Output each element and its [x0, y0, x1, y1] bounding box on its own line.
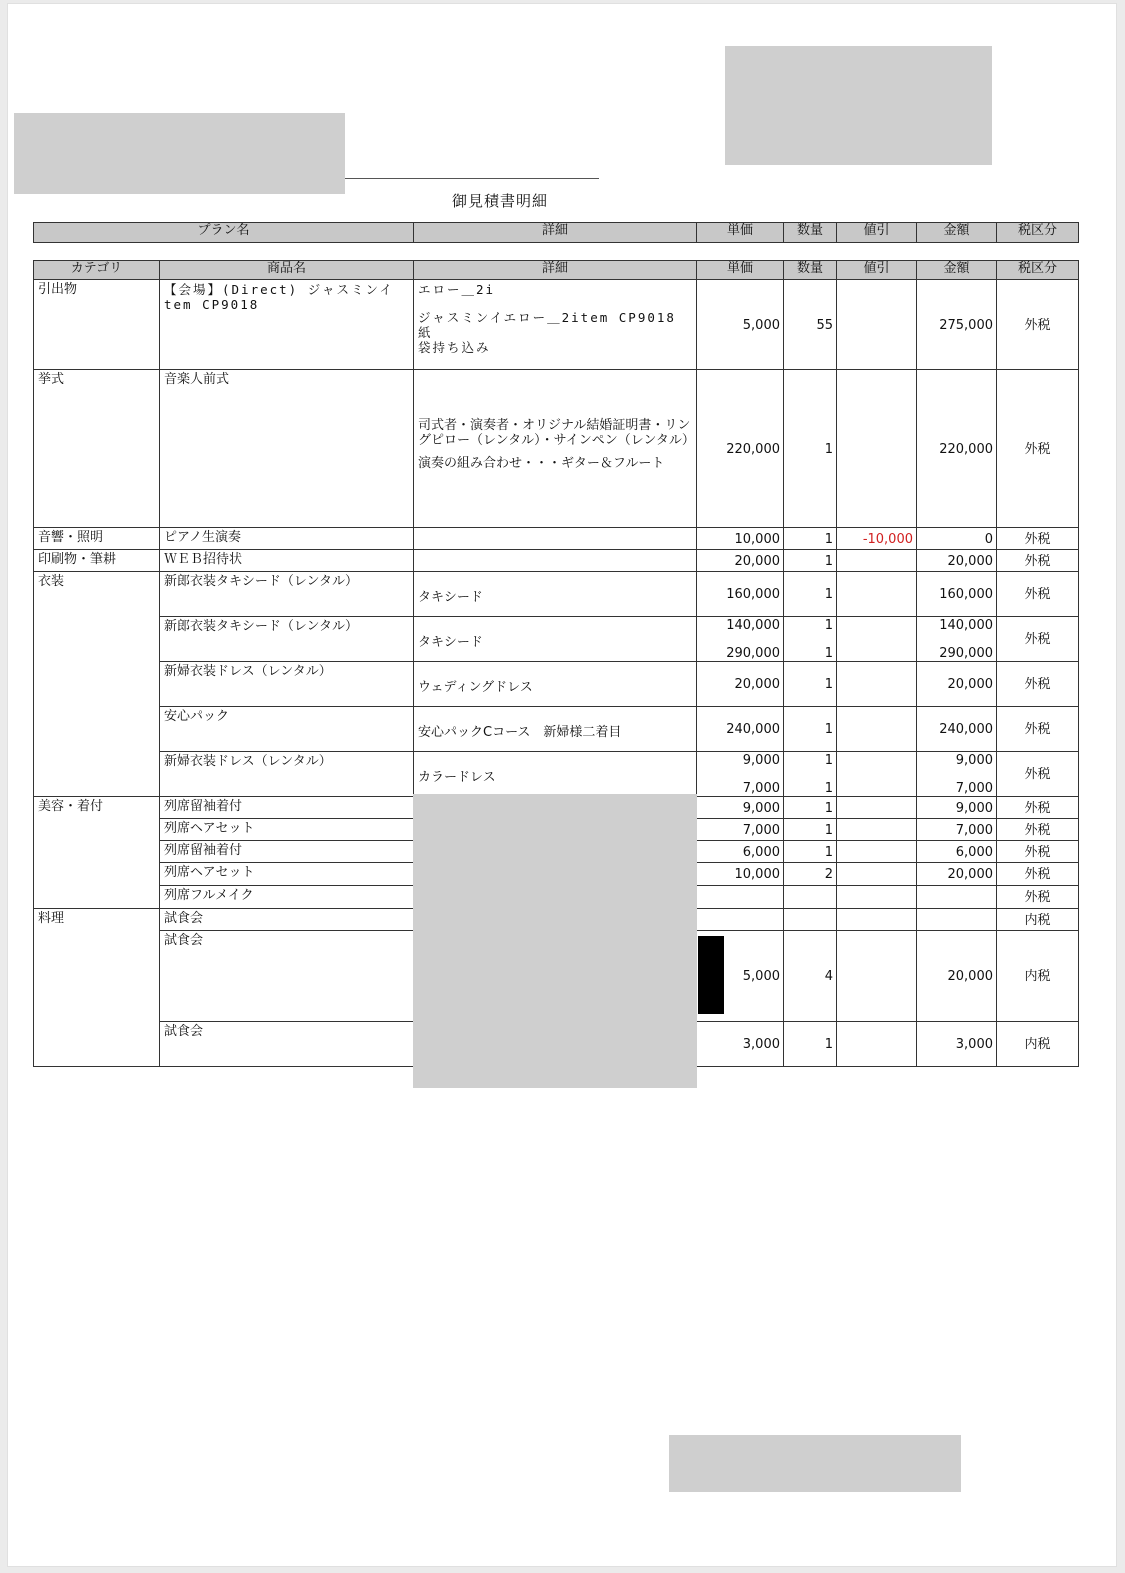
table-cell-amount — [916, 840, 997, 863]
quantity-text: 4 — [824, 969, 833, 984]
quantity-text: 1 — [824, 722, 833, 737]
quantity-text: 1 — [824, 553, 833, 569]
tax-type-text: 外税 — [1024, 441, 1051, 457]
amount-text: 0 — [984, 531, 993, 547]
table-cell-unit-price — [696, 706, 784, 752]
table-cell-tax-type — [996, 279, 1079, 370]
detail-text-top: エロー＿2i — [418, 282, 496, 297]
table-cell-tax-type — [996, 369, 1079, 528]
item-header-category: カテゴリ — [33, 260, 160, 280]
quantity-text: 1 — [824, 822, 833, 838]
amount-text: 20,000 — [947, 677, 993, 692]
table-cell-unit-price — [696, 616, 784, 662]
table-cell-unit-price — [696, 571, 784, 617]
table-cell-amount — [916, 616, 997, 662]
table-cell-category: 美容・着付 — [33, 796, 160, 909]
product-name-text: 試食会 — [164, 911, 204, 926]
table-cell-discount — [836, 369, 917, 528]
table-cell-amount — [916, 1021, 997, 1067]
table-cell-product-name — [159, 661, 414, 707]
table-cell-detail — [413, 616, 697, 662]
table-cell-category: 料理 — [33, 908, 160, 1067]
table-cell-unit-price — [696, 885, 784, 909]
table-cell-quantity — [783, 661, 837, 707]
unit-price-text: 10,000 — [734, 867, 780, 882]
quantity-text: 1 — [824, 441, 833, 457]
table-cell-category: 音響・照明 — [33, 527, 160, 550]
table-cell-quantity — [783, 840, 837, 863]
amount-text: 20,000 — [947, 867, 993, 882]
product-name-text: 【会場】(Direct) ジャスミンイ tem CP9018 — [164, 282, 394, 312]
table-cell-discount — [836, 885, 917, 909]
table-cell-quantity — [783, 751, 837, 797]
table-cell-product-name — [159, 616, 414, 662]
table-cell-quantity — [783, 1021, 837, 1067]
table-cell-tax-type — [996, 840, 1079, 863]
table-cell-tax-type — [996, 1021, 1079, 1067]
tax-type-text: 内税 — [1024, 1037, 1051, 1052]
plan-header-unit-price: 単価 — [696, 222, 784, 243]
plan-header-amount: 金額 — [916, 222, 997, 243]
redacted-block-black — [698, 936, 724, 1014]
unit-price-text-second: 7,000 — [742, 781, 780, 796]
tax-type-text: 外税 — [1024, 553, 1051, 569]
redacted-block-details — [413, 794, 697, 1088]
unit-price-text: 9,000 — [742, 800, 780, 816]
table-cell-tax-type — [996, 751, 1079, 797]
quantity-text-second: 1 — [824, 781, 833, 796]
table-cell-discount — [836, 616, 917, 662]
unit-price-text: 5,000 — [742, 969, 780, 984]
table-cell-amount — [916, 751, 997, 797]
table-cell-unit-price — [696, 908, 784, 931]
detail-text: 司式者・演奏者・オリジナル結婚証明書・リン グピロー（レンタル）・サインペン（レンタル） 演奏の組み合わせ・・・ギター＆フルート — [418, 417, 695, 471]
product-name-text: ＷＥＢ招待状 — [164, 552, 243, 567]
table-cell-discount — [836, 796, 917, 819]
table-cell-unit-price — [696, 549, 784, 572]
table-cell-category: 挙式 — [33, 369, 160, 528]
amount-text: 160,000 — [939, 587, 993, 602]
table-cell-tax-type — [996, 571, 1079, 617]
quantity-text: 1 — [824, 587, 833, 602]
product-name-text: 新婦衣装ドレス（レンタル） — [164, 664, 332, 679]
table-cell-discount — [836, 751, 917, 797]
detail-text: タキシード — [418, 590, 483, 605]
table-cell-product-name — [159, 796, 414, 819]
table-cell-product-name — [159, 527, 414, 550]
tax-type-text: 外税 — [1024, 822, 1051, 838]
product-name-text: 音楽人前式 — [164, 372, 230, 387]
plan-header-plan-name: プラン名 — [33, 222, 414, 243]
table-cell-amount — [916, 549, 997, 572]
table-cell-discount — [836, 571, 917, 617]
table-cell-detail — [413, 706, 697, 752]
quantity-text-second: 1 — [824, 646, 833, 661]
quantity-text: 1 — [824, 1037, 833, 1052]
tax-type-text: 外税 — [1024, 531, 1051, 547]
table-cell-tax-type — [996, 818, 1079, 841]
table-cell-discount — [836, 527, 917, 550]
quantity-text: 1 — [824, 618, 833, 633]
table-cell-quantity — [783, 549, 837, 572]
quantity-text: 55 — [816, 317, 833, 333]
table-cell-amount — [916, 369, 997, 528]
item-header-tax-type: 税区分 — [996, 260, 1079, 280]
detail-text-extra: 演奏の組み合わせ・・・ギター＆フルート — [418, 455, 665, 471]
unit-price-text: 7,000 — [742, 822, 780, 838]
table-cell-product-name — [159, 369, 414, 528]
table-cell-unit-price — [696, 840, 784, 863]
table-cell-product-name — [159, 862, 414, 886]
table-cell-amount — [916, 930, 997, 1022]
table-cell-tax-type — [996, 885, 1079, 909]
detail-text: タキシード — [418, 635, 483, 650]
table-cell-detail — [413, 571, 697, 617]
table-cell-discount — [836, 930, 917, 1022]
table-cell-unit-price — [696, 796, 784, 819]
table-cell-category: 引出物 — [33, 279, 160, 370]
table-cell-amount — [916, 279, 997, 370]
quantity-text: 1 — [824, 677, 833, 692]
tax-type-text: 外税 — [1024, 632, 1051, 647]
table-cell-unit-price — [696, 862, 784, 886]
product-name-text: 安心パック — [164, 709, 230, 724]
table-cell-product-name — [159, 1021, 414, 1067]
amount-text: 275,000 — [939, 317, 993, 333]
table-cell-quantity — [783, 908, 837, 931]
table-cell-unit-price — [696, 1021, 784, 1067]
plan-header-detail: 詳細 — [413, 222, 697, 243]
table-cell-detail — [413, 661, 697, 707]
table-cell-amount — [916, 862, 997, 886]
table-cell-tax-type — [996, 908, 1079, 931]
quantity-text: 1 — [824, 531, 833, 547]
tax-type-text: 内税 — [1024, 969, 1051, 984]
unit-price-text: 6,000 — [742, 844, 780, 860]
quantity-text: 1 — [824, 753, 833, 768]
product-name-text: 新郎衣装タキシード（レンタル） — [164, 574, 359, 589]
table-cell-amount — [916, 818, 997, 841]
product-name-text: 新郎衣装タキシード（レンタル） — [164, 619, 359, 634]
tax-type-text: 外税 — [1024, 867, 1051, 882]
unit-price-text: 20,000 — [734, 553, 780, 569]
plan-header-quantity: 数量 — [783, 222, 837, 243]
amount-text: 9,000 — [955, 800, 993, 816]
item-header-quantity: 数量 — [783, 260, 837, 280]
table-cell-amount — [916, 706, 997, 752]
table-cell-discount — [836, 908, 917, 931]
tax-type-text: 外税 — [1024, 722, 1051, 737]
product-name-text: 列席留袖着付 — [164, 799, 243, 814]
plan-header-discount: 値引 — [836, 222, 917, 243]
table-cell-category: 衣装 — [33, 571, 160, 797]
unit-price-text: 5,000 — [742, 317, 780, 333]
table-cell-quantity — [783, 930, 837, 1022]
tax-type-text: 外税 — [1024, 844, 1051, 860]
table-cell-tax-type — [996, 862, 1079, 886]
table-cell-unit-price — [696, 369, 784, 528]
table-cell-quantity — [783, 885, 837, 909]
amount-text: 140,000 — [939, 618, 993, 633]
detail-text: 安心パックCコース 新婦様二着目 — [418, 725, 622, 740]
table-cell-detail — [413, 527, 697, 550]
item-header-product-name: 商品名 — [159, 260, 414, 280]
product-name-text: ピアノ生演奏 — [164, 530, 241, 545]
amount-text: 20,000 — [947, 553, 993, 569]
item-header-amount: 金額 — [916, 260, 997, 280]
product-name-text: 新婦衣装ドレス（レンタル） — [164, 754, 332, 769]
recipient-underline — [345, 178, 599, 179]
tax-type-text: 外税 — [1024, 767, 1051, 782]
table-cell-product-name — [159, 279, 414, 370]
table-cell-detail — [413, 751, 697, 797]
table-cell-quantity — [783, 862, 837, 886]
detail-text: カラードレス — [418, 770, 496, 785]
tax-type-text: 外税 — [1024, 317, 1051, 333]
unit-price-text: 10,000 — [734, 531, 780, 547]
plan-header-tax-type: 税区分 — [996, 222, 1079, 243]
table-cell-discount — [836, 862, 917, 886]
amount-text: 3,000 — [955, 1037, 993, 1052]
quantity-text: 1 — [824, 800, 833, 816]
detail-text: ジャスミンイエロー＿2item CP9018 紙 袋持ち込み — [418, 309, 676, 355]
table-cell-amount — [916, 571, 997, 617]
unit-price-text: 160,000 — [726, 587, 780, 602]
document-title: 御見積書明細 — [451, 192, 548, 210]
table-cell-amount — [916, 527, 997, 550]
amount-text: 20,000 — [947, 969, 993, 984]
item-header-unit-price: 単価 — [696, 260, 784, 280]
table-cell-discount — [836, 818, 917, 841]
product-name-text: 試食会 — [164, 933, 204, 948]
table-cell-tax-type — [996, 616, 1079, 662]
item-header-detail: 詳細 — [413, 260, 697, 280]
table-cell-amount — [916, 796, 997, 819]
item-header-discount: 値引 — [836, 260, 917, 280]
table-cell-tax-type — [996, 661, 1079, 707]
unit-price-text: 9,000 — [742, 753, 780, 768]
amount-text: 6,000 — [955, 844, 993, 860]
unit-price-text: 240,000 — [726, 722, 780, 737]
amount-text: 9,000 — [955, 753, 993, 768]
table-cell-product-name — [159, 706, 414, 752]
table-cell-quantity — [783, 616, 837, 662]
amount-text-second: 290,000 — [939, 646, 993, 661]
table-cell-unit-price — [696, 527, 784, 550]
table-cell-product-name — [159, 840, 414, 863]
detail-text: ウェディングドレス — [418, 680, 533, 695]
table-cell-category: 印刷物・筆耕 — [33, 549, 160, 572]
table-cell-discount — [836, 706, 917, 752]
table-cell-tax-type — [996, 549, 1079, 572]
table-cell-quantity — [783, 706, 837, 752]
table-cell-discount — [836, 279, 917, 370]
table-cell-tax-type — [996, 527, 1079, 550]
table-cell-quantity — [783, 279, 837, 370]
table-cell-detail — [413, 369, 697, 528]
redacted-block-recipient — [14, 113, 345, 194]
discount-text: -10,000 — [862, 531, 913, 547]
table-cell-unit-price — [696, 818, 784, 841]
table-cell-detail — [413, 279, 697, 370]
table-cell-discount — [836, 1021, 917, 1067]
tax-type-text: 外税 — [1024, 800, 1051, 816]
table-cell-discount — [836, 549, 917, 572]
product-name-text: 列席ヘアセット — [164, 821, 255, 836]
table-cell-tax-type — [996, 706, 1079, 752]
table-cell-quantity — [783, 369, 837, 528]
unit-price-text: 3,000 — [742, 1037, 780, 1052]
table-cell-amount — [916, 885, 997, 909]
table-cell-amount — [916, 908, 997, 931]
product-name-text: 列席フルメイク — [164, 888, 254, 903]
unit-price-text: 140,000 — [726, 618, 780, 633]
unit-price-text-second: 290,000 — [726, 646, 780, 661]
amount-text: 220,000 — [939, 441, 993, 457]
table-cell-product-name — [159, 818, 414, 841]
table-cell-quantity — [783, 571, 837, 617]
table-cell-unit-price — [696, 661, 784, 707]
table-cell-tax-type — [996, 930, 1079, 1022]
amount-text-second: 7,000 — [955, 781, 993, 796]
table-cell-product-name — [159, 930, 414, 1022]
table-cell-unit-price — [696, 751, 784, 797]
amount-text: 7,000 — [955, 822, 993, 838]
product-name-text: 列席ヘアセット — [164, 865, 255, 880]
table-cell-product-name — [159, 908, 414, 931]
table-cell-quantity — [783, 527, 837, 550]
table-cell-discount — [836, 840, 917, 863]
table-cell-product-name — [159, 885, 414, 909]
table-cell-unit-price — [696, 279, 784, 370]
table-cell-product-name — [159, 751, 414, 797]
unit-price-text: 220,000 — [726, 441, 780, 457]
quantity-text: 2 — [824, 867, 833, 882]
unit-price-text: 20,000 — [734, 677, 780, 692]
table-cell-amount — [916, 661, 997, 707]
table-cell-quantity — [783, 818, 837, 841]
table-cell-product-name — [159, 549, 414, 572]
tax-type-text: 外税 — [1024, 587, 1051, 602]
table-cell-product-name — [159, 571, 414, 617]
product-name-text: 列席留袖着付 — [164, 843, 243, 858]
table-cell-discount — [836, 661, 917, 707]
tax-type-text: 内税 — [1024, 912, 1051, 928]
amount-text: 240,000 — [939, 722, 993, 737]
quantity-text: 1 — [824, 844, 833, 860]
redacted-block-footer — [669, 1435, 961, 1492]
table-cell-detail — [413, 549, 697, 572]
redacted-block-stamp — [725, 46, 992, 165]
table-cell-tax-type — [996, 796, 1079, 819]
tax-type-text: 外税 — [1024, 890, 1051, 905]
tax-type-text: 外税 — [1024, 677, 1051, 692]
product-name-text: 試食会 — [164, 1024, 204, 1039]
table-cell-quantity — [783, 796, 837, 819]
